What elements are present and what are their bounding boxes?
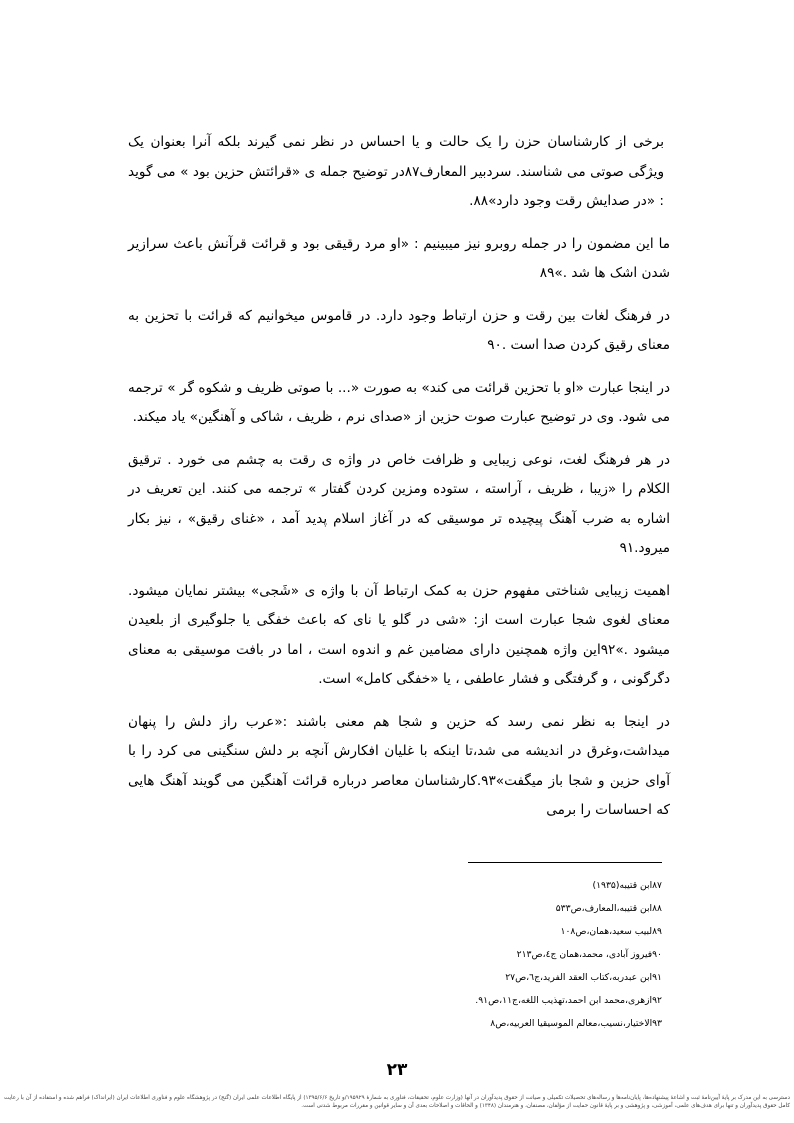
footnote-90: ۹۰فیروز آبادی، محمد،همان ج٤،ص۲۱۳ <box>516 949 662 960</box>
paragraph-4: در اینجا عبارت «او با تحزین قرائت می کند» به صورت «... با صوتی ظریف و شکوه گر » ترجمه می شود. وی در توضیح عبارت صوت حزین از «صدای نرم ، ظریف ، شاکی و آهنگین» یاد میکند. <box>128 379 670 425</box>
paragraph-5: در هر فرهنگ لغت، نوعی زیبایی و ظرافت خاص در واژه ی رقت به چشم می خورد . ترقیق الکلام را «زیبا ، ظریف ، آراسته ، ستوده ومزین کردن گفتار » ترجمه می کنند. این تعریف در اشاره به ضرب آهنگ پیچیده تر موسیقی که در آغاز اسلام پدید آمد ، «غنای رقیق» ، نیز بکار میرود.۹۱ <box>128 451 670 556</box>
body-text <box>128 128 670 839</box>
footnote-divider <box>468 862 662 863</box>
page-number: ۲۳ <box>386 1060 408 1080</box>
footnote-88: ۸۸ابن قتیبه،المعارف،ص۵۳۳ <box>555 903 662 914</box>
paragraph-2: ما این مضمون را در جمله روبرو نیز میبینیم : «او مرد رقیقی بود و قرائت قرآنش باعث سرازیر شدن اشک ها شد .»۸۹ <box>128 235 670 281</box>
paragraph-1: برخی از کارشناسان حزن را یک حالت و یا احساس در نظر نمی گیرند بلکه آنرا بعنوان یک ویژگی صوتی می شناسند. سردبیر المعارف۸۷در توضیح جمله ی «قرائتش حزین بود » می گوید : «در صدایش رقت وجود دارد»۸۸. <box>128 134 665 209</box>
footnotes <box>332 874 662 1035</box>
paragraph-6: اهمیت زیبایی شناختی مفهوم حزن به کمک ارتباط آن با واژه ی «شَجی» بیشتر نمایان میشود. معنای لغوی شجا عبارت است از: «شی در گلو یا نای که باعث خفگی یا جلوگیری از بلعیدن میشود .»۹۲این واژه همچنین دارای مضامین غم و اندوه است ، اما در بافت موسیقی به معنای دگرگونی ، و گرفتگی و فشار عاطفی ، یا «خفگی کامل» است. <box>128 582 670 687</box>
footnote-87: ۸۷ابن قتیبه(۱۹۳۵) <box>592 880 662 891</box>
paragraph-7: در اینجا به نظر نمی رسد که حزین و شجا هم معنی باشند :«عرب راز دلش را پنهان میداشت،وغرق در اندیشه می شد،تا اینکه با غلیان افکارش آنچه بر دلش سنگینی می کرد را با آوای حزین و شجا باز میگفت»۹۳.کارشناسان معاصر درباره قرائت آهنگین می گویند آهنگ هایی که احساسات را برمی <box>128 713 670 818</box>
paragraph-3: در فرهنگ لغات بین رقت و حزن ارتباط وجود دارد. در قاموس میخوانیم که قرائت با تحزین به معنای رقیق کردن صدا است .۹۰ <box>128 307 670 353</box>
footnote-93: ۹۳الاختیار،نسیب،معالم الموسیقیا العربیه،ص۸ <box>490 1018 662 1029</box>
footnote-91: ۹۱ابن عبدربه،کتاب العقد الفرید،ج٦،ص۲۷ <box>505 972 662 983</box>
copyright-notice: دسترسی به این مدرک بر پایهٔ آیین‌نامهٔ ثبت و اشاعهٔ پیشنهاده‌ها، پایان‌نامه‌ها و رساله‌های تحصیلات تکمیلی و صیانت از حقوق پدیدآوران در آنها (وزارت علوم، تحقیقات، فناوری به شمارهٔ ۱۹۵۹۲۹/و تاریخ ۱۳۹۵/۶/۶) از پایگاه اطلاعات علمی ایران (گنج) در پژوهشگاه علوم و فناوری اطلاعات ایران (ایرانداک) فراهم شده و استفاده از آن با رعایت کامل حقوق پدیدآوران و تنها برای هدف‌های علمی، آموزشی، و پژوهشی و بر پایهٔ قانون حمایت از مؤلفان، مصنفان، و هنرمندان (۱۳۴۸) و الحاقات و اصلاحات بعدی آن و سایر قوانین و مقررات مربوط شدنی است. <box>4 1095 790 1109</box>
footnote-92: ۹۲ازهری،محمد ابن احمد،تهذیب اللغه،ج۱۱،ص۹۱. <box>475 995 662 1006</box>
footnote-89: ۸۹لبیب سعید،همان،ص۱۰۸ <box>560 926 662 937</box>
